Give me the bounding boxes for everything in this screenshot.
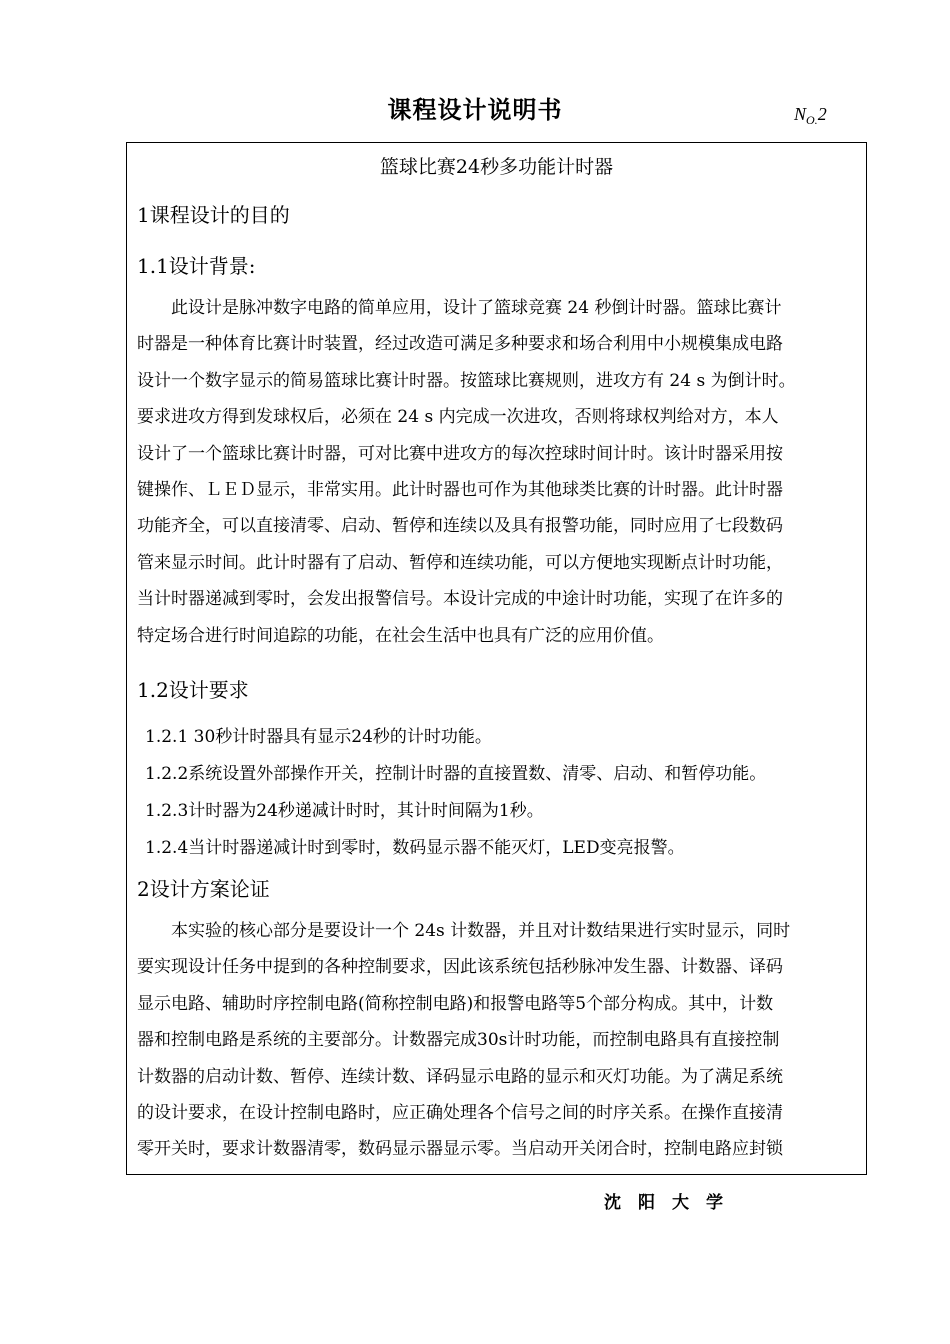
paragraph-line: 要求进攻方得到发球权后，必须在 24 s 内完成一次进攻，否则将球权判给对方，本人 [137, 407, 779, 428]
subject-title: 篮球比赛24秒多功能计时器 [379, 156, 614, 178]
paragraph-line: 本实验的核心部分是要设计一个 24s 计数器，并且对计数结果进行实时显示，同时 [137, 921, 791, 941]
page-number-value: 2 [817, 104, 827, 124]
paragraph-line: 功能齐全，可以直接清零、启动、暂停和连续以及具有报警功能，同时应用了七段数码 [137, 516, 783, 537]
page-number-letter: N [794, 104, 807, 124]
paragraph-line: 设计了一个篮球比赛计时器，可对比赛中进攻方的每次控球时间计时。该计时器采用按 [137, 443, 783, 464]
paragraph-line: 要实现设计任务中提到的各种控制要求，因此该系统包括秒脉冲发生器、计数器、译码 [137, 957, 783, 978]
paragraph-line: 时器是一种体育比赛计时装置，经过改造可满足多种要求和场合利用中小规模集成电路 [137, 334, 783, 355]
page-number [794, 104, 827, 128]
university-name: 沈阳大学 [604, 1193, 740, 1213]
paragraph-line: 设计一个数字显示的简易篮球比赛计时器。按篮球比赛规则，进攻方有 24 s 为倒计时。 [137, 370, 796, 391]
paragraph-line: 此设计是脉冲数字电路的简单应用，设计了篮球竞赛 24 秒倒计时器。篮球比赛计 [137, 298, 782, 318]
paragraph-line: 的设计要求，在设计控制电路时，应正确处理各个信号之间的时序关系。在操作直接清 [137, 1102, 783, 1123]
paragraph-line: 零开关时，要求计数器清零，数码显示器显示零。当启动开关闭合时，控制电路应封锁 [137, 1139, 783, 1160]
requirement-item: 1.2.1 30秒计时器具有显示24秒的计时功能。 [145, 727, 492, 747]
paragraph-line: 特定场合进行时间追踪的功能，在社会生活中也具有广泛的应用价值。 [137, 625, 664, 646]
section-heading-1-1: 1.1设计背景: [137, 254, 256, 278]
section-heading-1: 1课程设计的目的 [137, 203, 290, 227]
paragraph-design [137, 913, 857, 1168]
paragraph-line: 显示电路、辅助时序控制电路(简称控制电路)和报警电路等5个部分构成。其中，计数 [137, 993, 774, 1014]
paragraph-line: 管来显示时间。此计时器有了启动、暂停和连续功能，可以方便地实现断点计时功能， [137, 552, 783, 573]
page-number-subscript: O. [806, 113, 818, 127]
section-heading-1-2: 1.2设计要求 [137, 678, 249, 702]
section-heading-2: 2设计方案论证 [137, 877, 270, 901]
paragraph-line: 计数器的启动计数、暂停、连续计数、译码显示电路的显示和灭灯功能。为了满足系统 [137, 1066, 783, 1087]
content-frame [126, 142, 867, 1175]
paragraph-line: 键操作、ＬＥＤ显示，非常实用。此计时器也可作为其他球类比赛的计时器。此计时器 [137, 479, 783, 500]
paragraph-line: 当计时器递减到零时，会发出报警信号。本设计完成的中途计时功能，实现了在许多的 [137, 589, 783, 610]
paragraph-line: 器和控制电路是系统的主要部分。计数器完成30s计时功能，而控制电路具有直接控制 [137, 1030, 780, 1051]
requirement-item: 1.2.4当计时器递减计时到零时，数码显示器不能灭灯，LED变亮报警。 [145, 838, 685, 858]
document-title: 课程设计说明书 [387, 96, 563, 124]
requirement-item: 1.2.3计时器为24秒递减计时时，其计时间隔为1秒。 [145, 801, 544, 821]
requirement-item: 1.2.2系统设置外部操作开关，控制计时器的直接置数、清零、启动、和暂停功能。 [145, 764, 767, 784]
paragraph-background [137, 290, 857, 654]
